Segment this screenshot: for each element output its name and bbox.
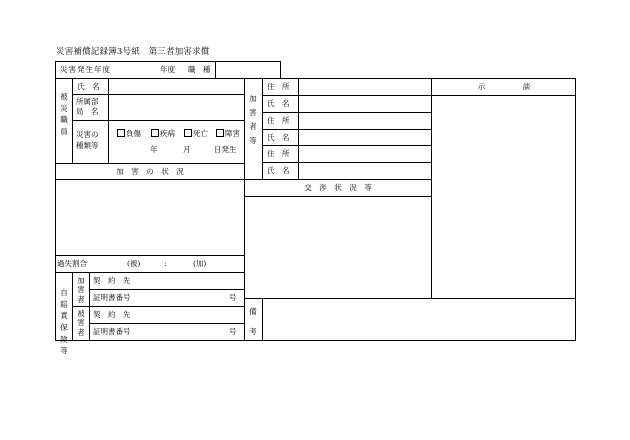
rule [262,145,432,146]
dept-label-2: 局 名 [76,107,99,116]
rule [72,120,244,121]
perp-cert-label: 証明書番号 [93,293,131,302]
rule [55,340,576,341]
rule [280,61,281,78]
year-suffix: 年度 [160,65,175,74]
perp-name-label-3: 氏 名 [267,166,290,175]
rule [575,78,576,341]
perp-name-label-2: 氏 名 [267,133,290,142]
victim-dept-field[interactable] [109,95,243,120]
checkbox-icon [151,129,159,137]
victim-name-field[interactable] [109,79,243,94]
settlement-heading: 示 談 [477,82,531,91]
rule [262,129,432,130]
fault-colon: : [164,259,167,268]
job-label: 職 種 [188,65,211,74]
insurance-victim-label: 被害者 [77,309,85,337]
fault-ratio-label: 過失割合 [57,259,87,268]
option-disability[interactable] [216,129,240,138]
option-injury[interactable] [117,129,141,138]
insurance-perp-label: 加害者 [77,276,85,304]
victim-contract-label: 契 約 先 [93,310,131,319]
rule [262,95,432,96]
damage-status-heading: 加 害 の 状 況 [116,167,184,176]
option-label: 障害 [225,129,240,138]
remarks-label: 備考 [249,307,257,337]
year-field[interactable] [123,62,157,77]
perpetrator-group-label: 加害者等 [249,94,257,145]
victim-cert-suffix: 号 [229,327,237,336]
date-day-label: 日発生 [214,145,237,154]
rule [244,179,432,180]
dept-label-1: 所属部 [76,97,99,106]
option-label: 死亡 [193,129,208,138]
checkbox-icon [117,129,125,137]
perp-address-label-2: 住 所 [267,116,290,125]
perp-name-label-1: 氏 名 [267,99,290,108]
date-year-label: 年 [150,145,158,154]
option-label: 負傷 [126,129,141,138]
option-death[interactable] [184,129,208,138]
option-illness[interactable] [151,129,175,138]
date-month-label: 月 [183,145,191,154]
insurance-group-label: 自賠責保険等 [60,288,68,356]
victim-cert-label: 証明書番号 [93,327,131,336]
year-label: 災害発生年度 [60,65,111,74]
fault-victim: (被) [127,259,141,268]
settlement-area[interactable] [432,96,575,298]
job-field[interactable] [216,62,280,77]
rule [55,163,244,164]
checkbox-icon [216,129,224,137]
perp-address-label-1: 住 所 [267,82,290,91]
rule [262,162,432,163]
rule [55,272,244,273]
checkbox-icon [184,129,192,137]
option-label: 疾病 [160,129,175,138]
type-label-1: 災害の [76,130,99,139]
victim-name-label: 氏 名 [77,82,100,91]
negotiation-heading: 交 渉 状 況 等 [304,183,372,192]
type-label-2: 種類等 [76,141,99,150]
rule [262,112,432,113]
victim-group-label: 被災職員 [60,92,68,136]
form-title: 災害補償記録簿3号紙 第三者加害求償 [56,47,210,57]
negotiation-area[interactable] [245,197,431,298]
rule [72,306,244,307]
fault-perpetrator: (加) [193,259,207,268]
rule [89,289,244,290]
perp-contract-label: 契 約 先 [93,276,131,285]
remarks-area[interactable] [263,299,575,340]
rule [89,323,244,324]
rule [55,255,244,256]
perp-cert-suffix: 号 [229,293,237,302]
perp-address-label-3: 住 所 [267,149,290,158]
damage-status-area[interactable] [56,180,244,255]
